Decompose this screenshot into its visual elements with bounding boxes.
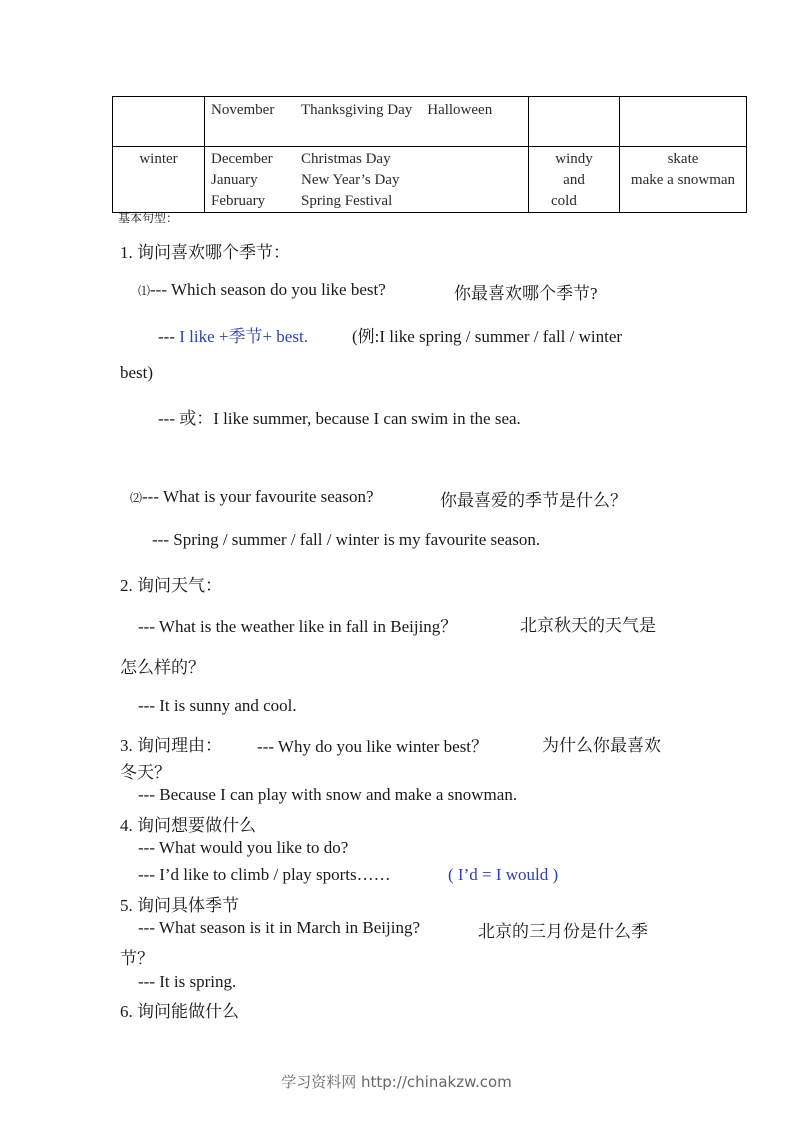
item-number: ⑴ [138,284,151,298]
seasons-table [112,96,747,213]
question-line: --- What season is it in March in Beijing? [138,918,421,937]
weather-cell [529,97,620,147]
month-label: November [211,102,275,118]
festival-label: Thanksgiving Day Halloween [301,102,493,118]
question-translation: 为什么你最喜欢 [542,736,661,755]
months-festivals-cell [205,97,529,147]
answer-line: --- I’d like to climb / play sports…… [138,865,391,884]
section-5-title: 5. 询问具体季节 [120,896,239,915]
question-line [138,280,386,300]
question-line: --- Why do you like winter best？ [257,737,489,756]
activity-cell [620,97,747,147]
question-line: --- What is the weather like in fall in Beijing？ [138,617,458,636]
answer-pattern: I like +季节+ best. [179,327,308,346]
question-line [130,487,373,507]
question-translation: 你最喜爱的季节是什么？ [440,491,627,510]
question-translation: 你最喜欢哪个季节? [454,284,598,303]
answer-line: --- It is sunny and cool. [138,696,297,715]
question-translation-cont: 节？ [120,949,154,968]
answer-alt: --- 或：I like summer, because I can swim in the sea. [158,409,521,428]
festival-label: Christmas Day [301,151,391,167]
weather-cell [529,147,620,213]
season-label: winter [139,151,178,167]
section-6-title: 6. 询问能做什么 [120,1002,239,1021]
question-line: --- What would you like to do? [138,838,349,857]
question-translation-cont: 怎么样的？ [120,658,205,677]
item-number: ⑵ [130,491,143,505]
table-row [113,147,747,213]
question-translation: 北京秋天的天气是 [520,616,656,635]
month-label: February [211,193,266,209]
season-cell [113,147,205,213]
answer-line [158,322,308,347]
answer-line: --- It is spring. [138,972,237,991]
activity-label: make a snowman [630,172,736,188]
question-translation-cont: 冬天？ [120,763,171,782]
months-festivals-cell [205,147,529,213]
season-cell [113,97,205,147]
footer-watermark: 学习资料网 http://chinakzw.com [281,1073,512,1091]
answer-line: --- Spring / summer / fall / winter is my favourite season. [152,530,541,549]
answer-example-cont: best) [120,363,154,382]
activity-cell [620,147,747,213]
section-2-title: 2. 询问天气： [120,576,222,595]
weather-label: windy [555,151,593,167]
section-4-title: 4. 询问想要做什么 [120,816,256,835]
answer-prefix: --- [158,327,180,346]
section-1-title: 1. 询问喜欢哪个季节： [120,243,290,262]
question-text: --- Which season do you like best? [150,280,386,299]
table-row [113,97,747,147]
festival-label: Spring Festival [301,193,393,209]
section-heading: 基本句型： [118,211,179,225]
question-text: --- What is your favourite season? [142,487,374,506]
festival-label: New Year’s Day [301,172,400,188]
activity-label: skate [667,151,699,167]
section-3-title: 3. 询问理由： [120,736,222,755]
weather-label: cold [551,193,577,209]
answer-note: ( I’d = I would ) [448,865,559,884]
answer-example: (例:I like spring / summer / fall / winter [352,327,623,346]
answer-line: --- Because I can play with snow and make a snowman. [138,785,518,804]
month-label: December [211,151,273,167]
question-translation: 北京的三月份是什么季 [478,922,648,941]
weather-label: and [563,172,585,188]
month-label: January [211,172,258,188]
